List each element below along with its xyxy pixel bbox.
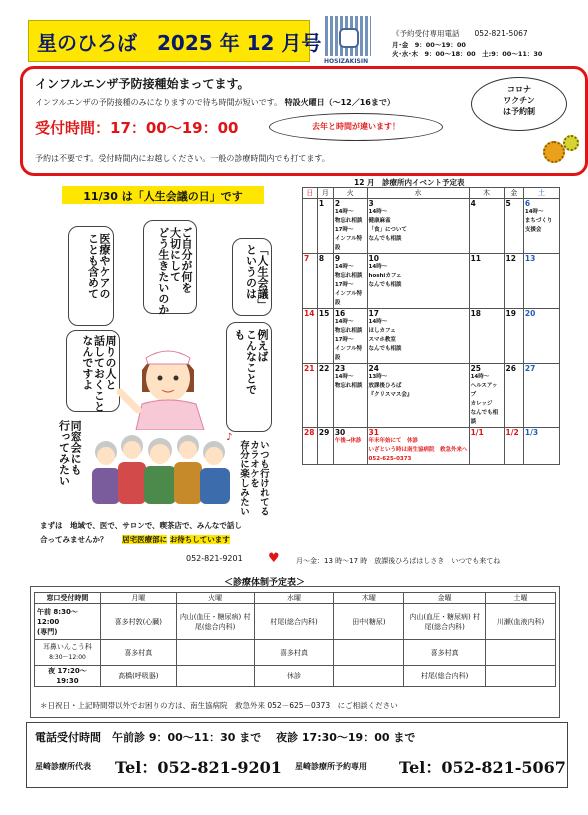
schedule-header-row — [35, 593, 556, 604]
calendar-event: hoshiカフェ — [368, 273, 402, 279]
life-footer-2-highlight: 居宅医療部に — [122, 535, 168, 544]
bubble-what-is-text — [245, 244, 268, 310]
calendar-event: 14時～ — [524, 209, 544, 215]
calendar-cell — [504, 428, 523, 465]
bubble-values-l3: どう生きたいのか — [156, 227, 170, 315]
calendar-day-fri: 金 — [504, 188, 523, 199]
calendar-date: 13 — [524, 254, 536, 263]
calendar-cell — [469, 428, 504, 465]
calendar-event: 14時～ — [334, 264, 354, 270]
calendar-cell — [333, 309, 367, 364]
schedule-night-label: 夜 17:20～19:30 — [35, 666, 101, 687]
calendar-date: 1/2 — [505, 428, 519, 437]
calendar-title: 12 月 診療所内イベント予定表 — [354, 178, 465, 187]
calendar-event: インフル特設 — [334, 236, 363, 251]
calendar-event: 052-625-0373 — [368, 456, 412, 462]
bubble-medical — [68, 226, 114, 326]
schedule-note: ＊日祝日・上記時間帯以外でお困りの方は、南生協病院 救急外来 052－625－0373 にご相談ください — [40, 701, 398, 710]
life-title-banner — [62, 186, 264, 204]
calendar-date: 15 — [318, 309, 330, 318]
calendar-date: 4 — [470, 199, 476, 208]
bubble-talk-l2: 話しておくこと — [92, 335, 106, 412]
reunion-note — [58, 420, 81, 486]
flu-special-tuesday: 特設火曜日（～12／16まで） — [284, 98, 395, 107]
schedule-ent-wed: 喜多村真 — [254, 640, 334, 666]
footer-reserve-label: 星崎診療所予約専用 — [295, 762, 367, 771]
calendar-date: 12 — [505, 254, 516, 263]
schedule-header-6: 土曜 — [486, 593, 556, 604]
calendar-event: なんでも相談 — [470, 410, 499, 425]
karaoke-l3: 存分に楽しみたい — [237, 440, 249, 516]
bubble-values — [143, 220, 197, 314]
calendar-week-row — [303, 199, 560, 254]
calendar-date: 14 — [304, 309, 315, 318]
calendar-cell — [523, 254, 559, 309]
calendar-date: 22 — [318, 364, 330, 373]
bubble-talk-text — [81, 335, 116, 412]
flu-hours: 受付時間：17：00～19：00 — [35, 119, 239, 137]
schedule-ent-fri: 喜多村真 — [404, 640, 486, 666]
calendar-cell — [367, 428, 469, 465]
bubble-example-l3: も — [232, 329, 246, 340]
calendar-week-row — [303, 428, 560, 465]
schedule-ent-tue — [176, 640, 254, 666]
calendar-cell — [504, 309, 523, 364]
calendar-cell — [523, 199, 559, 254]
calendar-date: 20 — [524, 309, 536, 318]
bubble-example — [226, 322, 272, 432]
schedule-morning-tue: 内山(血圧・糖尿病) 村尾(総合内科) — [176, 604, 254, 640]
calendar-date: 27 — [524, 364, 536, 373]
calendar-cell — [303, 364, 318, 428]
footer-main-label: 星崎診療所代表 — [35, 762, 91, 771]
calendar-cell — [469, 309, 504, 364]
calendar-cell — [317, 254, 333, 309]
calendar-week-row — [303, 309, 560, 364]
schedule-ent-sat — [486, 640, 556, 666]
calendar-cell — [367, 364, 469, 428]
schedule-row-night — [35, 666, 556, 687]
calendar-event: 17時～ — [334, 337, 354, 343]
schedule-night-mon: 高橋(呼吸器) — [100, 666, 176, 687]
calendar-cell — [317, 364, 333, 428]
calendar-event: 14時～ — [368, 319, 388, 325]
karaoke-note — [238, 440, 268, 516]
calendar-header-row — [303, 188, 560, 199]
bubble-example-text — [233, 329, 268, 395]
schedule-header-3: 水曜 — [254, 593, 334, 604]
schedule-night-wed: 休診 — [254, 666, 334, 687]
bubble-values-l1: ご自分が何を — [180, 227, 193, 293]
schedule-table — [34, 592, 556, 687]
calendar-event: 14時～ — [334, 319, 354, 325]
calendar-event: 午後→休診 — [334, 438, 362, 444]
calendar-event: スマホ教室 — [368, 337, 396, 343]
calendar-note: 月～金：13 時～17 時 放課後ひろばはしさき いつでも来てね — [296, 557, 501, 565]
calendar-event: 「食」について — [368, 227, 407, 233]
reunion-l1: 同窓会にも — [69, 420, 83, 475]
calendar-date: 1/3 — [524, 428, 539, 437]
schedule-ent-mon: 喜多村真 — [100, 640, 176, 666]
calendar-event: 14時～ — [368, 209, 388, 215]
life-footer-2-text: 合ってみませんか？ — [40, 535, 108, 544]
calendar-date: 21 — [304, 364, 315, 373]
flu-line-2: 予約は不要です。受付時間内にお越しください。一般の診療時間内でも打てます。 — [35, 154, 330, 163]
calendar-event: いざという時は南生協病院 救急外来へ — [368, 447, 468, 453]
bubble-what-is — [232, 238, 272, 316]
calendar-date: 1/1 — [470, 428, 484, 437]
schedule-night-fri: 村尾(総合内科) — [404, 666, 486, 687]
footer-box — [26, 722, 568, 788]
calendar-date: 26 — [505, 364, 516, 373]
calendar-cell — [303, 309, 318, 364]
footer-phone-hours: 電話受付時間 午前診 9：00～11：30 まで 夜診 17:30～19：00 まで — [35, 731, 416, 744]
reunion-l2: 行ってみたい — [57, 420, 71, 486]
karaoke-l2: カラオケを — [247, 440, 259, 488]
calendar-date: 17 — [368, 309, 379, 318]
calendar-date: 9 — [334, 254, 341, 263]
schedule-morning-fri: 内山(血圧・糖尿病) 村尾(総合内科) — [404, 604, 486, 640]
calendar-cell — [367, 199, 469, 254]
corona-note — [471, 77, 567, 131]
bubble-medical-l1: 医療やケアの — [98, 233, 111, 299]
calendar-cell — [317, 199, 333, 254]
calendar-date: 28 — [304, 428, 315, 437]
calendar-day-sun: 日 — [303, 188, 318, 199]
calendar-event: 物忘れ相談 — [334, 218, 363, 224]
schedule-title: ＜診療体制予定表＞ — [224, 578, 306, 588]
schedule-header-4: 木曜 — [334, 593, 404, 604]
calendar-event: 13時～ — [368, 374, 388, 380]
schedule-morning-sub: (専門) — [37, 627, 58, 636]
schedule-header-1: 月曜 — [100, 593, 176, 604]
calendar-cell — [469, 254, 504, 309]
calendar-cell — [469, 199, 504, 254]
schedule-morning-sat: 川瀬(血液内科) — [486, 604, 556, 640]
calendar-cell — [303, 199, 318, 254]
calendar-event: 14時～ — [470, 374, 490, 380]
bubble-talk-l3: なんですよ — [80, 335, 94, 390]
calendar-date: 24 — [368, 364, 379, 373]
schedule-header-2: 火曜 — [176, 593, 254, 604]
calendar-cell — [367, 254, 469, 309]
schedule-night-tue — [176, 666, 254, 687]
calendar-cell — [333, 254, 367, 309]
calendar-event: まちづくり — [524, 218, 553, 224]
virus-icon-2 — [563, 135, 579, 151]
nurse-illustration — [112, 330, 222, 430]
schedule-morning-thu: 田中(糖尿) — [334, 604, 404, 640]
schedule-ent-thu — [334, 640, 404, 666]
calendar-event: 健康麻雀 — [368, 218, 391, 224]
calendar-event: 17時～ — [334, 282, 354, 288]
schedule-morning-wed: 村尾(総合内科) — [254, 604, 334, 640]
calendar-cell — [469, 364, 504, 428]
schedule-morning-time: 午前 8:30～12:00 — [37, 607, 78, 626]
calendar-cell — [333, 428, 367, 465]
reunion-text — [58, 420, 81, 486]
corona-note-2: ワクチン — [503, 96, 535, 105]
calendar-event: 17時～ — [334, 227, 354, 233]
calendar-date: 8 — [318, 254, 325, 263]
calendar-event: 14時～ — [334, 209, 354, 215]
calendar-date: 2 — [334, 199, 341, 208]
calendar-date: 25 — [470, 364, 481, 373]
life-phone: 052-821-9201 — [186, 554, 243, 563]
calendar-event: 14時～ — [368, 264, 388, 270]
page-title: 星のひろば 2025 年 12 月号 — [37, 31, 322, 55]
calendar-event: 物忘れ相談 — [334, 328, 363, 334]
calendar-week-row — [303, 254, 560, 309]
calendar-date: 18 — [470, 309, 481, 318]
schedule-morning-label — [35, 604, 101, 640]
time-change-cloud — [269, 113, 443, 141]
calendar-date: 16 — [334, 309, 346, 318]
hours-line-2: 火･水･木 9：00～18：00 土:9：00～11：30 — [392, 50, 543, 58]
calendar-date: 11 — [470, 254, 481, 263]
calendar-date: 5 — [505, 199, 511, 208]
seniors-karaoke-illustration — [86, 430, 236, 504]
bubble-medical-text — [87, 233, 110, 299]
corona-note-1: コロナ — [507, 85, 531, 94]
calendar-cell — [523, 364, 559, 428]
schedule-row-ent — [35, 640, 556, 666]
calendar-event: インフル特設 — [334, 346, 363, 361]
flu-line-1 — [35, 97, 395, 108]
schedule-ent-time: 8:30～12:00 — [49, 654, 86, 661]
calendar-event: 物忘れ相談 — [334, 383, 363, 389]
calendar-day-wed: 水 — [367, 188, 469, 199]
schedule-night-thu — [334, 666, 404, 687]
calendar-cell — [504, 199, 523, 254]
footer-main-tel[interactable]: Tel：052-821-9201 — [115, 758, 282, 777]
calendar-cell — [504, 254, 523, 309]
qr-code[interactable] — [325, 16, 371, 56]
karaoke-text — [238, 440, 268, 516]
calendar-event: 物忘れ相談 — [334, 273, 363, 279]
hours-line-1: 月･金 9：00～19：00 — [392, 41, 466, 49]
bubble-values-l2: 大切にして — [168, 227, 182, 282]
heart-icon: ♥ — [268, 551, 280, 566]
calendar-week-row — [303, 364, 560, 428]
calendar-date: 6 — [524, 199, 531, 208]
calendar-date: 29 — [318, 428, 330, 437]
calendar-event: ほしカフェ — [368, 328, 396, 334]
schedule-row-morning — [35, 604, 556, 640]
bubble-example-l2: こんなことで — [244, 329, 258, 395]
calendar-event: なんでも相談 — [368, 282, 402, 288]
calendar-cell — [333, 364, 367, 428]
bubble-what-is-l1: 「人生会議」 — [256, 244, 269, 310]
calendar-day-mon: 月 — [317, 188, 333, 199]
calendar-cell — [523, 309, 559, 364]
title-banner — [28, 20, 322, 62]
calendar-cell — [317, 428, 333, 465]
calendar-date: 7 — [304, 254, 310, 263]
calendar-body — [303, 199, 560, 465]
calendar-event: 14時～ — [334, 374, 354, 380]
footer-reserve-tel[interactable]: Tel：052-821-5067 — [399, 758, 566, 777]
calendar-date: 31 — [368, 428, 379, 437]
svg-text:♪: ♪ — [226, 432, 233, 443]
calendar-day-thu: 木 — [469, 188, 504, 199]
virus-icon — [543, 141, 565, 163]
calendar-cell — [367, 309, 469, 364]
calendar-date: 10 — [368, 254, 379, 263]
calendar-day-tue: 火 — [333, 188, 367, 199]
life-title: 11/30 は「人生会議の日」です — [83, 190, 243, 203]
calendar-event: 『クリスマス会』 — [368, 392, 413, 398]
schedule-ent-label — [35, 640, 101, 666]
calendar-cell — [504, 364, 523, 428]
instagram-icon — [339, 28, 359, 48]
flu-heading: インフルエンザ予防接種始まってます。 — [35, 77, 250, 91]
bubble-values-text — [157, 227, 192, 315]
flu-notice-box — [20, 66, 588, 176]
calendar-event: なんでも相談 — [368, 236, 402, 242]
qr-caption: HOSIZAKISIN — [324, 58, 369, 65]
calendar-event: カレッジ — [470, 401, 493, 407]
bubble-talk-l1: 周りの人と — [104, 335, 117, 390]
calendar-event: 年末年始にて 休診 — [368, 438, 419, 444]
schedule-morning-mon: 喜多村敦(心臓) — [100, 604, 176, 640]
event-calendar — [302, 187, 560, 465]
calendar-event: なんでも相談 — [368, 346, 402, 352]
karaoke-l1: いつも行けれてる — [257, 440, 269, 516]
calendar-cell — [303, 428, 318, 465]
calendar-event: インフル特設 — [334, 291, 363, 306]
calendar-cell — [333, 199, 367, 254]
time-change-text: 去年と時間が違います！ — [312, 122, 400, 131]
calendar-cell — [303, 254, 318, 309]
calendar-event: 支援会 — [524, 227, 542, 233]
bubble-medical-l2: ことも含めて — [86, 233, 100, 299]
bubble-example-l1: 例えば — [256, 329, 269, 362]
life-footer-2 — [40, 534, 230, 545]
calendar-date: 30 — [334, 428, 346, 437]
corona-note-3: は予約制 — [503, 107, 535, 116]
calendar-date: 19 — [505, 309, 516, 318]
calendar-day-sat: 土 — [523, 188, 559, 199]
calendar-cell — [317, 309, 333, 364]
calendar-event: 放課後ひろば — [368, 383, 402, 389]
schedule-header-0: 窓口受付時間 — [35, 593, 101, 604]
calendar-event: ヘルスアップ — [470, 383, 498, 398]
life-footer-2-wait: お待ちしています — [169, 535, 230, 544]
schedule-ent-name: 耳鼻いんこう科 — [42, 643, 92, 651]
flu-line-1-text: インフルエンザの予防接種のみになりますので待ち時間が短いです。 — [35, 98, 283, 107]
schedule-night-sat — [486, 666, 556, 687]
calendar-date: 1 — [318, 199, 325, 208]
life-footer-1: まずは 地域で、医で、サロンで、喫茶店で、みんなで話し — [40, 521, 242, 530]
schedule-header-5: 金曜 — [404, 593, 486, 604]
bubble-what-is-l2: というのは — [244, 244, 258, 299]
calendar-date: 3 — [368, 199, 374, 208]
calendar-cell — [523, 428, 559, 465]
reservation-tel: 《予約受付専用電話 052-821-5067 — [392, 29, 528, 38]
calendar-date: 23 — [334, 364, 346, 373]
